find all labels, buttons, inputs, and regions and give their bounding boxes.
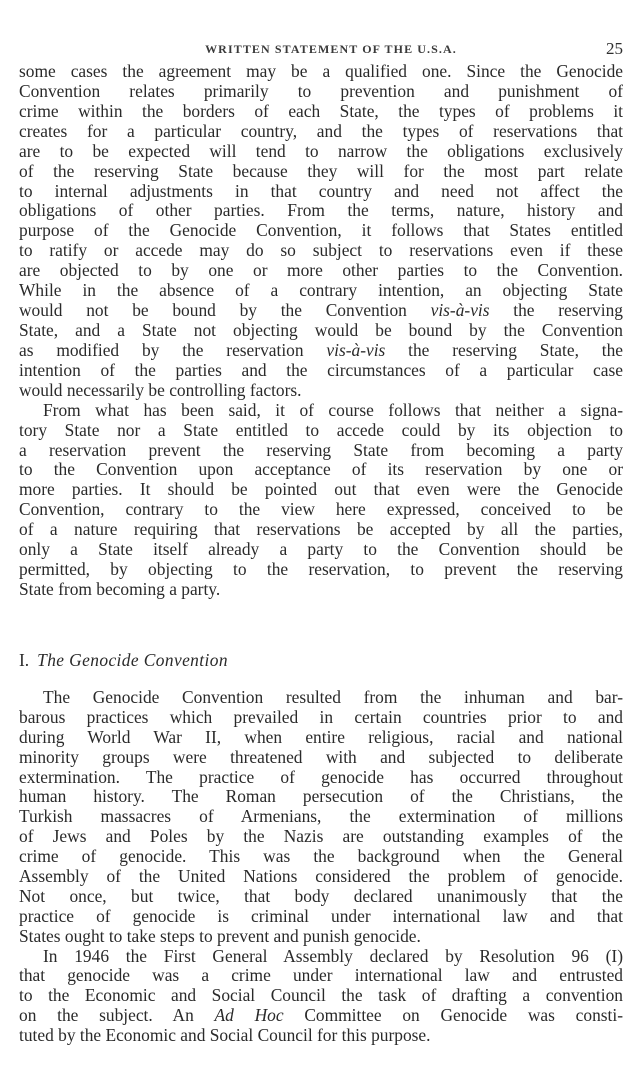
text-segment: obligations of other parties. From the terms, nature, history and [19, 201, 623, 221]
text-segment: would not be bound by the Convention [19, 301, 431, 321]
text-line [19, 520, 623, 540]
text-line [19, 708, 623, 728]
text-line [19, 867, 623, 887]
text-segment: While in the absence of a contrary intention, an objecting State [19, 281, 623, 301]
text-segment: minority groups were threatened with and subjected to deliberate [19, 747, 623, 767]
text-line [19, 787, 623, 807]
text-segment: Assembly of the United Nations considered the problem of genocide. [19, 867, 623, 887]
text-line [19, 201, 623, 221]
italic-phrase: vis-à-vis [326, 340, 386, 360]
italic-phrase: vis-à-vis [430, 301, 490, 321]
text-segment: some cases the agreement may be a qualified one. Since the Genocide [19, 62, 623, 81]
text-line [19, 560, 623, 580]
running-head [19, 39, 623, 62]
text-segment: to ratify or accede may do so subject to reservations even if these [19, 241, 623, 261]
text-segment: crime within the borders of each State, the types of problems it [19, 101, 623, 121]
text-segment: on the subject. An [19, 1006, 215, 1026]
text-line [19, 480, 623, 500]
text-segment: State, and a State not objecting would be bound by the Convention [19, 320, 623, 340]
section-number: I. [19, 650, 30, 670]
text-segment: the reserving State, the [385, 340, 623, 360]
text-line [19, 261, 623, 281]
text-line [19, 847, 623, 867]
text-segment: to internal adjustments in that country and need not affect the [19, 181, 623, 201]
text-segment: barous practices which prevailed in certain countries prior to and [19, 707, 623, 727]
text-segment: creates for a particular country, and the types of reservations that [19, 121, 623, 141]
text-line [19, 62, 623, 82]
text-segment: From what has been said, it of course follows that neither a signa- [43, 400, 623, 420]
text-line [19, 361, 623, 381]
italic-phrase: Ad Hoc [214, 1006, 284, 1026]
text-segment: only a State itself already a party to the Convention should be [19, 540, 623, 560]
text-segment: are objected to by one or more other parties to the Convention. [19, 261, 623, 281]
text-line [19, 927, 623, 947]
body-text-before-section [19, 62, 623, 600]
text-line [19, 301, 623, 321]
text-line [19, 142, 623, 162]
text-line [19, 688, 623, 708]
text-segment: that genocide was a crime under international law and entrusted [19, 966, 623, 986]
text-segment: Committee on Genocide was consti- [283, 1006, 623, 1026]
text-line [19, 221, 623, 241]
text-segment: The Genocide Convention resulted from the inhuman and bar- [43, 688, 623, 707]
text-line [19, 381, 623, 401]
text-line [19, 281, 623, 301]
text-line [19, 986, 623, 1006]
text-line [19, 102, 623, 122]
text-segment: to the Economic and Social Council the task of drafting a convention [19, 986, 623, 1006]
text-line [19, 768, 623, 788]
text-segment: State from becoming a party. [19, 579, 221, 599]
text-segment: of a nature requiring that reservations be accepted by all the parties, [19, 520, 623, 540]
section-heading [19, 650, 228, 671]
text-line [19, 580, 623, 600]
text-segment: to the Convention upon acceptance of its reservation by one or [19, 460, 623, 480]
text-segment: more parties. It should be pointed out that even were the Genocide [19, 480, 623, 500]
text-segment: States ought to take steps to prevent and punish genocide. [19, 926, 421, 946]
text-line [19, 1026, 623, 1046]
text-segment: Convention, contrary to the view here expressed, conceived to be [19, 500, 623, 520]
text-segment: of Jews and Poles by the Nazis are outstanding examples of the [19, 827, 623, 847]
text-segment: In 1946 the First General Assembly declared by Resolution 96 (I) [43, 946, 623, 966]
text-segment: Turkish massacres of Armenians, the extermination of millions [19, 807, 623, 827]
text-segment: Convention relates primarily to prevention and punishment of [19, 81, 623, 101]
text-line [19, 321, 623, 341]
text-line [19, 441, 623, 461]
text-line [19, 122, 623, 142]
text-line [19, 460, 623, 480]
text-line [19, 728, 623, 748]
text-segment: tuted by the Economic and Social Council for this purpose. [19, 1026, 431, 1046]
text-segment: Not once, but twice, that body declared unanimously that the [19, 886, 623, 906]
text-line [19, 341, 623, 361]
section-title: The Genocide Convention [37, 650, 228, 670]
text-line [19, 947, 623, 967]
text-line [19, 887, 623, 907]
text-line [19, 827, 623, 847]
text-segment: the reserving [489, 301, 623, 321]
text-segment: intention of the parties and the circumstances of a particular case [19, 360, 623, 380]
text-segment: as modified by the reservation [19, 340, 327, 360]
text-segment: would necessarily be controlling factors. [19, 380, 302, 400]
text-segment: are to be expected will tend to narrow the obligations exclusively [19, 141, 623, 161]
text-line [19, 401, 623, 421]
page-number: 25 [606, 39, 623, 58]
text-line [19, 500, 623, 520]
text-segment: purpose of the Genocide Convention, it follows that States entitled [19, 221, 623, 241]
text-segment: during World War II, when entire religious, racial and national [19, 727, 623, 747]
text-segment: permitted, by objecting to the reservation, to prevent the reserving [19, 560, 623, 580]
text-segment: practice of genocide is criminal under international law and that [19, 906, 623, 926]
text-line [19, 540, 623, 560]
text-line [19, 907, 623, 927]
text-segment: tory State nor a State entitled to accede could by its objection to [19, 420, 623, 440]
text-line [19, 241, 623, 261]
running-title: WRITTEN STATEMENT OF THE U.S.A. [205, 42, 457, 56]
text-line [19, 966, 623, 986]
text-line [19, 162, 623, 182]
text-line [19, 1006, 623, 1026]
text-segment: crime of genocide. This was the background when the General [19, 847, 623, 867]
text-segment: extermination. The practice of genocide has occurred throughout [19, 767, 623, 787]
text-line [19, 807, 623, 827]
text-line [19, 82, 623, 102]
text-line [19, 182, 623, 202]
text-line [19, 748, 623, 768]
text-segment: of the reserving State because they will for the most part relate [19, 161, 623, 181]
text-segment: human history. The Roman persecution of the Christians, the [19, 787, 623, 807]
text-line [19, 421, 623, 441]
section-body-text [19, 688, 623, 1046]
text-segment: a reservation prevent the reserving State from becoming a party [19, 440, 623, 460]
